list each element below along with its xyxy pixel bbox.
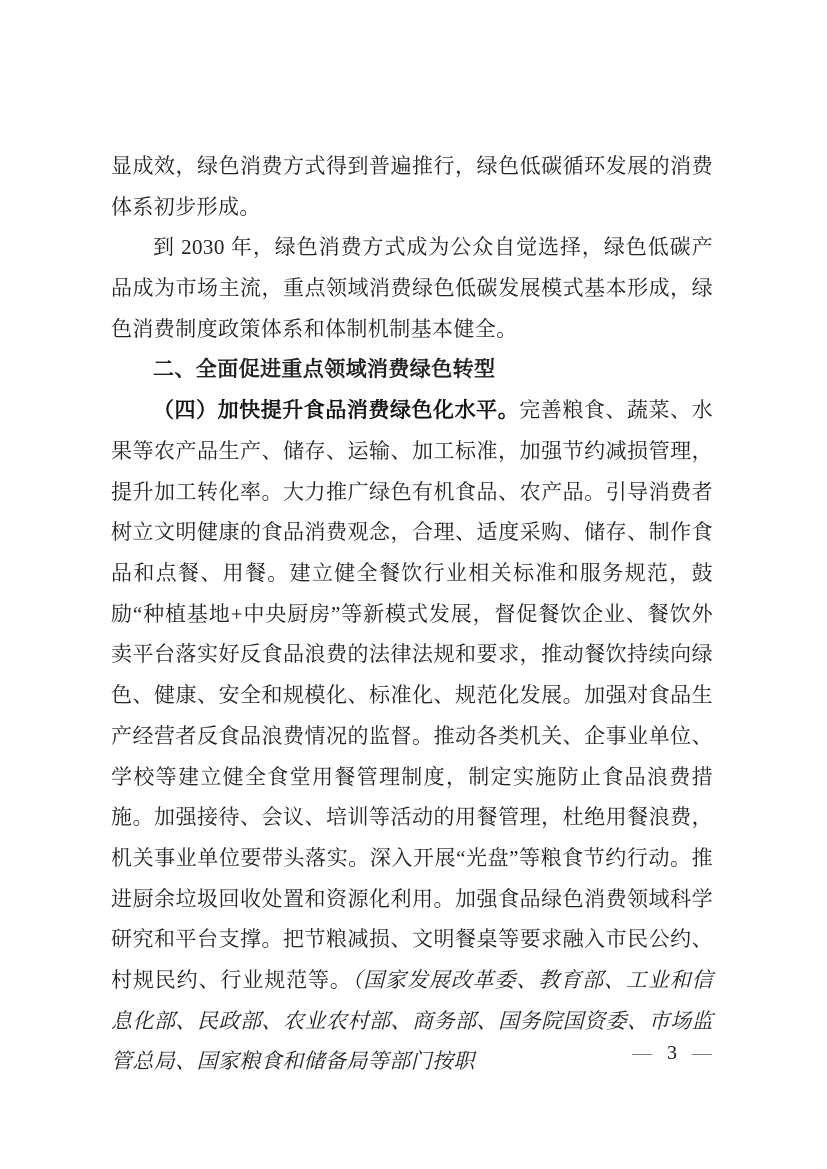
document-body [111, 146, 713, 1082]
item-four-agencies: （国家发展改革委、教育部、工业和信息化部、民政部、农业农村部、商务部、国务院国资委、市场监管总局、国家粮食和储备局等部门按职 [111, 968, 713, 1074]
page-number-dash-right: — [692, 1042, 712, 1064]
section-heading: 二、全面促进重点领域消费绿色转型 [153, 357, 496, 381]
item-four-paragraph [111, 390, 713, 1082]
page-number-value: 3 [667, 1042, 677, 1064]
page-number-dash-left: — [632, 1042, 652, 1064]
page-number [632, 1041, 712, 1065]
item-four-lead: （四）加快提升食品消费绿色化水平。 [153, 398, 520, 423]
paragraph-2030-goals: 到 2030 年，绿色消费方式成为公众自觉选择，绿色低碳产品成为市场主流，重点领域消费绿色低碳发展模式基本形成，绿色消费制度政策体系和体制机制基本健全。 [111, 235, 713, 341]
item-four-body: 完善粮食、蔬菜、水果等农产品生产、储存、运输、加工标准，加强节约减损管理，提升加工转化率。大力推广绿色有机食品、农产品。引导消费者树立文明健康的食品消费观念，合理、适度采购、储存、制作食品和点餐、用餐。建立健全餐饮行业相关标准和服务规范，鼓励“种植基地+中央厨房”等新模式发展，督促餐饮企业、餐饮外卖平台落实好反食品浪费的法律法规和要求，推动餐饮持续向绿色、健康、安全和规模化、标准化、规范化发展。加强对食品生产经营者反食品浪费情况的监督。推动各类机关、企事业单位、学校等建立健全食堂用餐管理制度，制定实施防止食品浪费措施。加强接待、会议、培训等活动的用餐管理，杜绝用餐浪费，机关事业单位要带头落实。深入开展“光盘”等粮食节约行动。推进厨余垃圾回收处置和资源化利用。加强食品绿色消费领域科学研究和平台支撑。把节粮减损、文明餐桌等要求融入市民公约、村规民约、行业规范等。 [111, 398, 713, 993]
paragraph-continuation: 显成效，绿色消费方式得到普遍推行，绿色低碳循环发展的消费体系初步形成。 [111, 154, 713, 219]
